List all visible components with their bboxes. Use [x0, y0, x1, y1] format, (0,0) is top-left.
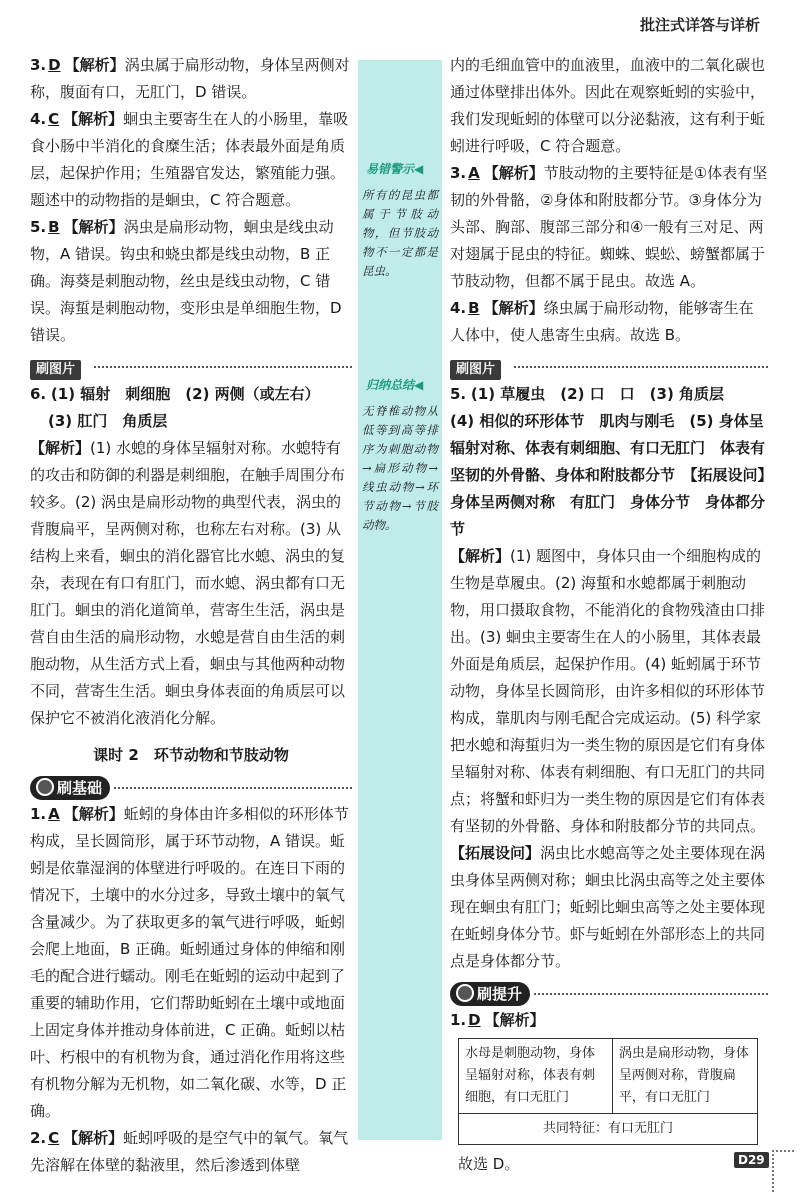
- question-number: 1.: [30, 805, 47, 823]
- tip-note-error: 所有的昆虫都属于节肢动物，但节肢动物不一定都是昆虫。: [362, 188, 438, 278]
- analysis-continuation: 内的毛细血管中的血液里，血液中的二氧化碳也通过体壁排出体外。因此在观察蚯蚓的实验中，我们发现蚯蚓的体壁可以分泌黏液，这有利于蚯蚓进行呼吸，C 符合题意。: [450, 56, 766, 155]
- question-number: 2.: [30, 1129, 47, 1147]
- answer-item: [30, 1125, 352, 1179]
- question-number: 3.: [30, 56, 47, 74]
- analysis-tag: 【解析】: [64, 56, 125, 74]
- tip-note-summary: 无脊椎动物从低等到高等排序为刺胞动物→扁形动物→线虫动物→环节动物→节肢动物。: [362, 404, 438, 532]
- section-badge: [30, 776, 110, 800]
- analysis-tag: 【解析】: [483, 164, 544, 182]
- left-column: [30, 52, 352, 1179]
- answer-line: (1) 草履虫 (2) 口 口 (3) 角质层: [470, 385, 725, 403]
- answer-item: [450, 295, 768, 349]
- answer-letter: D: [48, 56, 61, 74]
- analysis-text: 蛔虫主要寄生在人的小肠里，靠吸食小肠中半消化的食糜生活；体表最外面是角质层，起保护作用；生殖器官发达，繁殖能力强。题述中的动物指的是蛔虫，C 符合题意。: [30, 110, 349, 209]
- answer-item: [450, 381, 768, 975]
- tip-label-error: 易错警示◀: [366, 162, 424, 176]
- analysis-tag: 【解析】: [63, 218, 124, 236]
- section-divider: [114, 787, 352, 789]
- analysis-tag: 【解析】: [483, 299, 544, 317]
- question-number: 1.: [450, 1011, 467, 1029]
- table-cell: 共同特征：有口无肛门: [459, 1114, 758, 1145]
- answer-item: [450, 1007, 768, 1034]
- section-header-pictures: [30, 355, 352, 379]
- table-cell: 涡虫是扁形动物，身体呈两侧对称，背腹扁平，有口无肛门: [612, 1039, 757, 1114]
- answer-letter: B: [48, 218, 60, 236]
- section-label: 刷图片: [30, 360, 81, 380]
- answer-item: [30, 801, 352, 1125]
- page-number: D29: [734, 1152, 769, 1168]
- analysis-text: 涡虫属于扁形动物，身体呈两侧对称，腹面有口，无肛门，D 错误。: [30, 56, 350, 101]
- analysis-tag: 【解析】: [63, 110, 124, 128]
- analysis-text: 蚯蚓呼吸的是空气中的氧气。氧气先溶解在体壁的黏液里，然后渗透到体壁: [30, 1129, 349, 1174]
- question-number: 4.: [30, 110, 47, 128]
- analysis-text: 绦虫属于扁形动物，能够寄生在人体中，使人患寄生虫病。故选 B。: [450, 299, 754, 344]
- section-header-advanced: [450, 981, 768, 1005]
- table-row: [459, 1039, 758, 1114]
- answer-item: [30, 214, 352, 349]
- section-label: 刷提升: [477, 985, 523, 1003]
- answer-line: (1) 辐射 刺细胞 (2) 两侧（或左右）: [50, 385, 320, 403]
- analysis-tag: 【解析】: [63, 805, 124, 823]
- question-number: 5.: [30, 218, 47, 236]
- analysis-tag: 【解析】: [450, 547, 511, 565]
- question-number: 4.: [450, 299, 467, 317]
- page-corner-decoration: [772, 1150, 794, 1192]
- section-label: 刷基础: [57, 779, 103, 797]
- right-column: [450, 52, 768, 1178]
- analysis-text: 蚯蚓的身体由许多相似的环形体节构成，呈长圆筒形，属于环节动物，A 错误。蚯蚓是依靠湿润的体壁进行呼吸的。在连日下雨的情况下，土壤中的水分过多，导致土壤中的氧气含量减少。为了获取更多的氧气进行呼吸，蚯蚓会爬上地面，B 正确。蚯蚓通过身体的伸缩和刚毛的配合进行蠕动。刚毛在蚯蚓的运动中起到了重要的辅助作用，它们帮助蚯蚓在土壤中或地面上固定身体并推动身体前进，C 正确。蚯蚓以枯叶、朽根中的有机物为食，通过消化作用将这些有机物分解为无机物，如二氧化碳、水等，D 正确。: [30, 805, 349, 1120]
- answer-letter: A: [48, 805, 60, 823]
- pen-icon: [36, 778, 54, 796]
- table-cell: 水母是刺胞动物，身体呈辐射对称，体表有刺细胞，有口无肛门: [459, 1039, 613, 1114]
- answer-letter: C: [48, 1129, 60, 1147]
- tip-label-summary: 归纳总结◀: [366, 378, 424, 392]
- answer-letter: C: [48, 110, 60, 128]
- section-divider: [514, 366, 768, 368]
- answer-letter: D: [468, 1011, 481, 1029]
- answer-letter: A: [468, 164, 480, 182]
- analysis-text: 节肢动物的主要特征是①体表有坚韧的外骨骼，②身体和附肢都分节。③身体分为头部、胸部、腹部三部分和④一般有三对足、两对翅属于昆虫的特征。蜘蛛、蜈蚣、螃蟹都属于节肢动物，但都不属于昆虫。故选 A。: [450, 164, 768, 290]
- table-row: [459, 1114, 758, 1145]
- analysis-text: (1) 题图中，身体只由一个细胞构成的生物是草履虫。(2) 海蜇和水螅都属于刺胞动物，用口摄取食物，不能消化的食物残渣由口排出。(3) 蛔虫主要寄生在人的小肠里，其体表最外面是角质层，起保护作用。(4) 蚯蚓属于环节动物，身体呈长圆筒形，由许多相似的环形体节构成，靠肌肉与刚毛配合完成运动。(5) 科学家把水螅和海蜇归为一类生物的原因是它们有身体呈辐射对称、体表有刺细胞、有口无肛门的共同点；将蟹和虾归为一类生物的原因是它们有体表有坚韧的外骨骼、身体和附肢都分节的共同点。: [450, 547, 766, 835]
- analysis-tag: 【解析】: [63, 1129, 124, 1147]
- analysis-text: (1) 水螅的身体呈辐射对称。水螅特有的攻击和防御的利器是刺细胞，在触手周围分布较多。(2) 涡虫是扁形动物的典型代表，涡虫的背腹扁平，呈两侧对称，也称左右对称。(3) 从结构上来看，蛔虫的消化器官比水螅、涡虫的复杂，表现在有口有肛门，而水螅、涡虫都有口无肛门。蛔虫的消化道简单，营寄生生活，涡虫是营自由生活的扁形动物，水螅是营自由生活的刺胞动物，从生活方式上看，蛔虫与其他两种动物不同，营寄生生活。蛔虫身体表面的角质层可以保护它不被消化液消化分解。: [30, 439, 346, 727]
- lesson-title: 课时 2 环节动物和节肢动物: [93, 746, 289, 764]
- extension-tag: 【拓展设问】: [450, 844, 541, 862]
- section-divider: [534, 993, 768, 995]
- analysis-tag: 【解析】: [484, 1011, 545, 1029]
- extension-text: 涡虫比水螅高等之处主要体现在涡虫身体呈两侧对称；蛔虫比涡虫高等之处主要体现在蛔虫有肛门；蚯蚓比蛔虫高等之处主要体现在蚯蚓身体分节。虾与蚯蚓在外部形态上的共同点是身体都分节。: [450, 844, 766, 970]
- question-number: 3.: [450, 164, 467, 182]
- section-label: 刷图片: [450, 360, 501, 380]
- answer-item: [450, 160, 768, 295]
- comparison-table: [458, 1038, 758, 1145]
- answer-line: (4) 相似的环形体节 肌肉与刚毛 (5) 身体呈辐射对称、体表有刺细胞、有口无肛门 体表有坚韧的外骨骼、身体和附肢都分节 【拓展设问】身体呈两侧对称 有肛门 身体分节 身体都分节: [450, 412, 766, 538]
- answer-line: (3) 肛门 角质层: [48, 412, 168, 430]
- analysis-tag: 【解析】: [30, 439, 91, 457]
- section-header-basic: [30, 775, 352, 799]
- conclusion-text: 故选 D。: [458, 1155, 520, 1173]
- answer-item: [30, 381, 352, 732]
- question-number: 6.: [30, 385, 47, 403]
- answer-letter: B: [468, 299, 480, 317]
- analysis-text: 涡虫是扁形动物，蛔虫是线虫动物，A 错误。钩虫和蛲虫都是线虫动物，B 正确。海葵是刺胞动物，丝虫是线虫动物，C 错误。海蜇是刺胞动物，变形虫是单细胞生物，D 错误。: [30, 218, 342, 344]
- question-number: 5.: [450, 385, 467, 403]
- answer-item: [30, 106, 352, 214]
- section-divider: [94, 366, 352, 368]
- page-header-title: 批注式详答与详析: [639, 16, 760, 34]
- section-header-pictures: [450, 355, 768, 379]
- answer-item: [30, 52, 352, 106]
- section-badge: [450, 982, 530, 1006]
- pen-icon: [456, 984, 474, 1002]
